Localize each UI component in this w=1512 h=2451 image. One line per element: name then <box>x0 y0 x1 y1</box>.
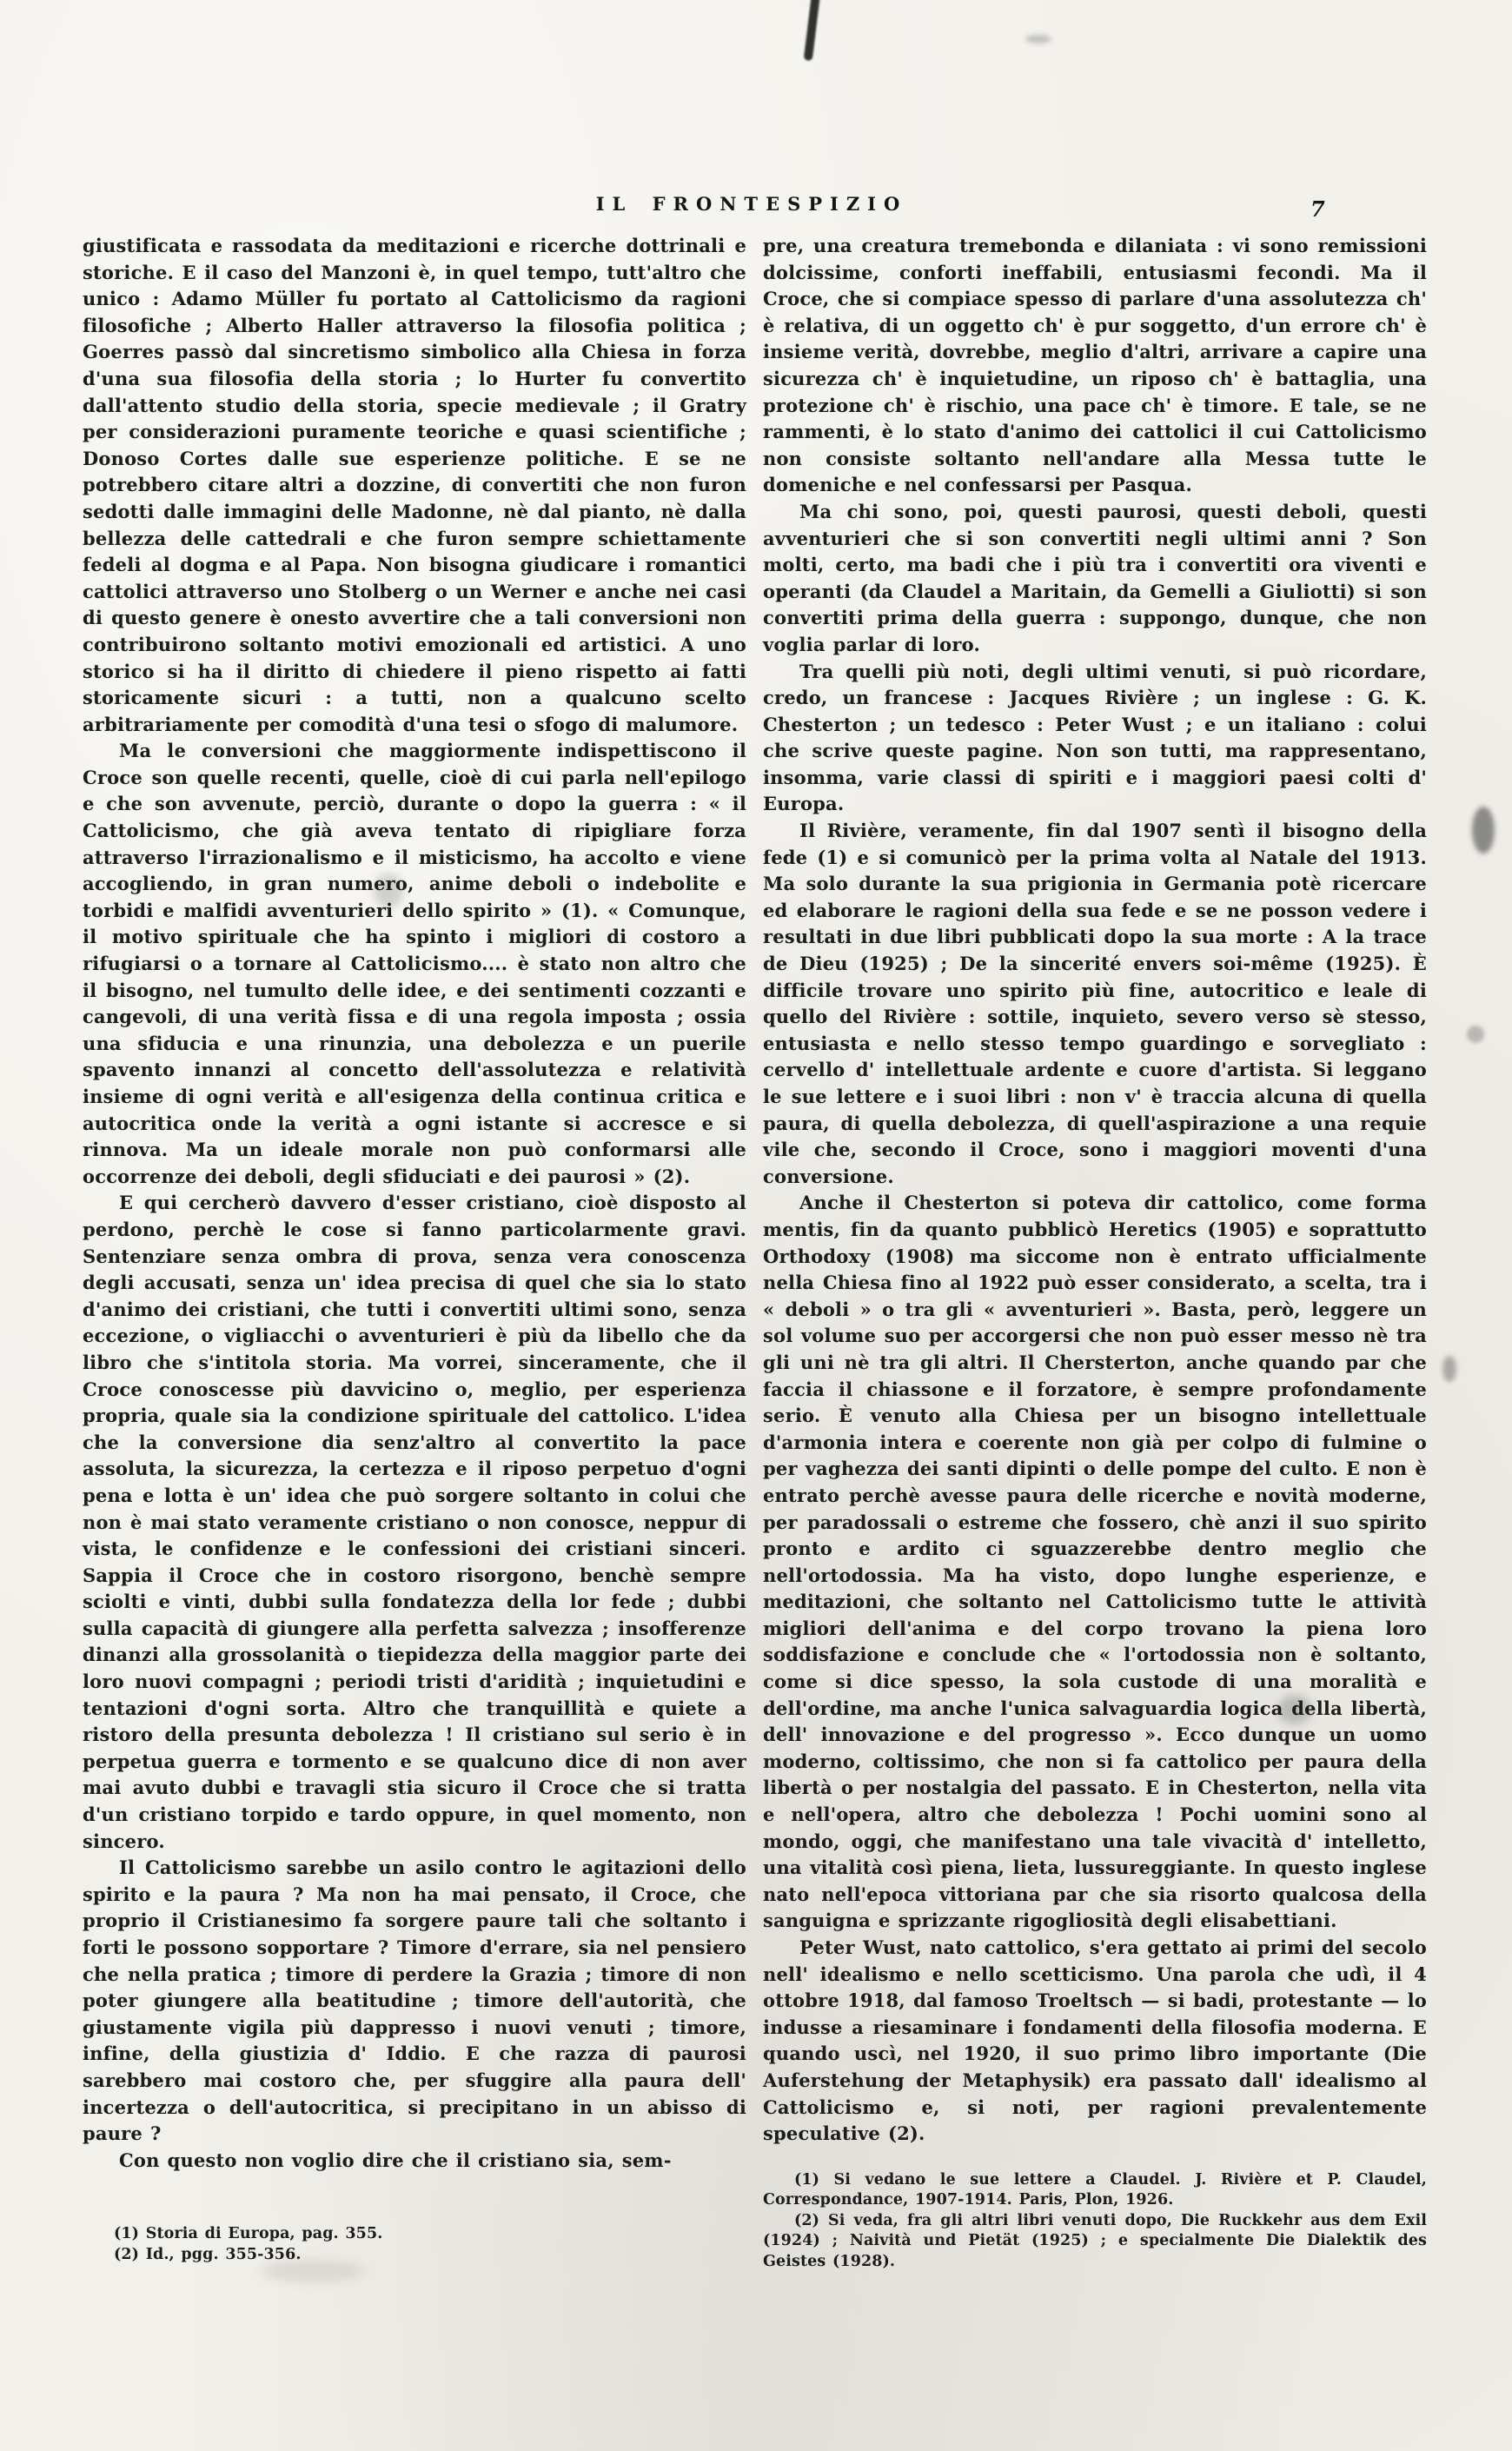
paragraph: Il Cattolicismo sarebbe un asilo contro le agitazioni dello spirito e la paura ? Ma non ha mai pensato, il Croce, che proprio il Cristianesimo fa sorgere paure tali che soltanto i forti le possono sopportare ? Timore d'errare, sia nel pensiero che nella pratica ; timore di perdere la Grazia ; timore di non poter giungere alla beatitudine ; timore dell'autorità, che giustamente vigila più dappresso i nuovi venuti ; timore, infine, della giustizia d' Iddio. E che razza di paurosi sarebbero mai costoro che, per sfuggire alla paura dell' incertezza o dell'autocritica, si precipitano in un abisso di paure ? <box>83 1857 746 2145</box>
ink-smudge <box>1472 807 1495 854</box>
paragraph: E qui cercherò davvero d'esser cristiano, cioè disposto al perdono, perchè le cose si fanno particolarmente gravi. Sentenziare senza ombra di prova, senza vera conoscenza degli accusati, senza un' idea precisa di quel che sia lo stato d'animo dei cristiani, che tutti i convertiti ultimi sono, senza eccezione, o vigliacchi o avventurieri è più da libello che da libro che s'intitola storia. Ma vorrei, sinceramente, che il Croce conoscesse più davvicino o, meglio, per esperienza propria, quale sia la condizione spirituale del cattolico. L'idea che la conversione dia senz'altro al convertito la pace assoluta, la sicurezza, la certezza e il riposo perpetuo d'ogni pena e lotta è un' idea che può sorgere soltanto in colui che non è mai stato veramente cristiano o non conosce, neppur di vista, le confidenze e le confessioni dei cristiani sinceri. Sappia il Croce che in costoro risorgono, benchè sempre sciolti e vinti, dubbi sulla fondatezza della lor fede ; dubbi sulla capacità di giungere alla perfetta salvezza ; insofferenze dinanzi alla grossolanità o tiepidezza della maggior parte dei loro nuovi compagni ; periodi tristi d'aridità ; inquietudini e tentazioni d'ogni sorta. Altro che tranquillità e quiete a ristoro della presunta debolezza ! Il cristiano sul serio è in perpetua guerra e tormento e se qualcuno dice di non aver mai avuto dubbi e travagli stia sicuro il Croce che si tratta d'un cristiano torpido e tardo oppure, in quel momento, non sincero. <box>83 1192 746 1852</box>
text-column-right <box>763 233 1427 2272</box>
footnote: (2) Id., pgg. 355-356. <box>114 2245 302 2263</box>
paragraph: Ma chi sono, poi, questi paurosi, questi deboli, questi avventurieri che si son convertiti negli ultimi anni ? Son molti, certo, ma badi che i più tra i convertiti ora viventi e operanti (da Claudel a Maritain, da Gemelli a Giuliotti) si son convertiti prima della guerra : suppongo, dunque, che non voglia parlar di loro. <box>763 500 1427 655</box>
footnote: (2) Si veda, fra gli altri libri venuti dopo, Die Ruckkehr aus dem Exil (1924) ; Naività und Pietät (1925) ; e specialmente Die Dialektik des Geistes (1928). <box>763 2211 1427 2270</box>
footnotes-right <box>763 2170 1427 2273</box>
footnote: (1) Storia di Europa, pag. 355. <box>114 2225 383 2243</box>
ink-smudge <box>1442 1356 1456 1382</box>
footnote: (1) Si vedano le sue lettere a Claudel. J. Rivière et P. Claudel, Correspondance, 1907-1914. Paris, Plon, 1926. <box>763 2170 1427 2209</box>
ink-smudge <box>804 0 822 61</box>
text-column-left <box>83 233 746 2265</box>
ink-smudge <box>1025 35 1051 43</box>
footnotes-left <box>83 2224 746 2265</box>
paragraph: Con questo non voglio dire che il cristiano sia, sem- <box>119 2149 672 2171</box>
page-number: 7 <box>1310 196 1325 222</box>
paragraph: Peter Wust, nato cattolico, s'era gettato ai primi del secolo nell' idealismo e nello scetticismo. Una parola che udì, il 4 ottobre 1918, dal famoso Troeltsch — si badi, protestante — lo indusse a riesaminare i fondamenti della filosofia moderna. E quando uscì, nel 1920, il suo primo libro importante (Die Auferstehung der Metaphysik) era passato dall' idealismo al Cattolicismo e, si noti, per ragioni prevalentemente speculative (2). <box>763 1936 1427 2145</box>
paragraph: Anche il Chesterton si poteva dir cattolico, come forma mentis, fin da quanto pubblicò Heretics (1905) e soprattutto Orthodoxy (1908) ma siccome non è entrato ufficialmente nella Chiesa fino al 1922 può esser considerato, a scelta, tra i « deboli » o tra gli « avventurieri ». Basta, però, leggere un sol volume suo per accorgersi che non può esser messo nè tra gli uni nè tra gli altri. Il Chersterton, anche quando par che faccia il chiassone e il forzatore, è sempre profondamente serio. È venuto alla Chiesa per un bisogno intellettuale d'armonia intera e coerente non già per colpo di fulmine o per vaghezza dei santi dipinti o delle pompe del culto. E non è entrato perchè avesse paura delle ricerche e novità moderne, per paradossali o estreme che fossero, chè anzi il suo spirito pronto e ardito ci sguazzerebbe dentro meglio che nell'ortodossia. Ma ha visto, dopo lunghe esperienze, e meditazioni, che soltanto nel Cattolicismo tutte le attività migliori dell'anima e del corpo trovano la piena loro soddisfazione e conclude che « l'ortodossia non è soltanto, come si dice spesso, la sola custode di una moralità e dell'ordine, ma anche l'unica salvaguardia logica della libertà, dell' innovazione e del progresso ». Ecco dunque un uomo moderno, coltissimo, che non si fa cattolico per paura della libertà o per nostalgia del passato. E in Chesterton, nella vita e nell'opera, altro che debolezza ! Pochi uomini sono al mondo, oggi, che manifestano una tale vivacità d' intelletto, una vitalità così piena, lieta, lussureggiante. In questo inglese nato nell'epoca vittoriana par che sia risorto qualcosa della sanguigna e sprizzante rigogliosità degli elisabettiani. <box>763 1192 1427 1932</box>
paragraph: giustificata e rassodata da meditazioni e ricerche dottrinali e storiche. E il caso del Manzoni è, in quel tempo, tutt'altro che unico : Adamo Müller fu portato al Cattolicismo da ragioni filosofiche ; Alberto Haller attraverso la filosofia politica ; Goerres passò dal sincretismo simbolico alla Chiesa in forza d'una sua filosofia della storia ; lo Hurter fu convertito dall'attento studio della storia, specie medievale ; il Gratry per considerazioni puramente teoriche e quasi scientifiche ; Donoso Cortes dalle sue esperienze politiche. E se ne potrebbero citare altri a dozzine, di convertiti che non furon sedotti dalle immagini delle Madonne, nè dal pianto, nè dalla bellezza delle cattedrali e che furon sempre schiettamente fedeli al dogma e al Papa. Non bisogna giudicare i romantici cattolici attraverso uno Stolberg o un Werner e anche nei casi di questo genere è onesto avvertire che a tali conversioni non contribuirono soltanto motivi emozionali ed artistici. A uno storico si ha il diritto di chiedere il pieno rispetto ai fatti storicamente sicuri : a tutti, non a qualcuno scelto arbitrariamente per comodità d'una tesi o sfogo di malumore. <box>83 235 746 735</box>
paragraph: pre, una creatura tremebonda e dilaniata : vi sono remissioni dolcissime, conforti ineffabili, entusiasmi fecondi. Ma il Croce, che si compiace spesso di parlare d'una assolutezza ch' è relativa, di un oggetto ch' è pur soggetto, d'un errore ch' è insieme verità, dovrebbe, meglio d'altri, arrivare a capire una sicurezza ch' è inquietudine, un riposo ch' è battaglia, una protezione ch' è rischio, una pace ch' è timore. E tale, se ne rammenti, è lo stato d'animo dei cattolici il cui Cattolicismo non consiste soltanto nell'andare alla Messa tutte le domeniche e nel confessarsi per Pasqua. <box>763 235 1427 496</box>
ink-smudge <box>1467 1026 1484 1043</box>
paragraph: Ma le conversioni che maggiormente indispettiscono il Croce son quelle recenti, quelle, cioè di cui parla nell'epilogo e che son avvenute, perciò, durante o dopo la guerra : « il Cattolicismo, che già aveva tentato di ripigliare forza attraverso l'irrazionalismo e il misticismo, ha accolto e viene accogliendo, in gran numero, anime deboli o indebolite e torbidi e malfidi avventurieri dello spirito » (1). « Comunque, il motivo spirituale che ha spinto i migliori di costoro a rifugiarsi o a tornare al Cattolicismo.... è stato non altro che il bisogno, nel tumulto delle idee, e dei sentimenti cozzanti e cangevoli, di una verità fissa e di una regola imposta ; ossia una sfiducia e una rinunzia, una debolezza e un puerile spavento innanzi al concetto dell'assolutezza e relatività insieme di ogni verità e all'esigenza della continua critica e autocritica onde la verità a ogni istante si accresce e si rinnova. Ma un ideale morale non può conformarsi alle occorrenze dei deboli, degli sfiduciati e dei paurosi » (2). <box>83 740 746 1187</box>
paragraph: Il Rivière, veramente, fin dal 1907 sentì il bisogno della fede (1) e si comunicò per la prima volta al Natale del 1913. Ma solo durante la sua prigionia in Germania potè ricercare ed elaborare le ragioni della sua fede e se ne posson vedere i resultati in due libri pubblicati dopo la sua morte : A la trace de Dieu (1925) ; De la sincerité envers soi-même (1925). È difficile trovare uno spirito più fine, autocritico e leale di quello del Rivière : sottile, inquieto, severo verso sè stesso, entusiasta e nello stesso tempo guardingo e sorvegliato : cervello d' intellettuale ardente e cuore d'artista. Si leggano le sue lettere e i suoi libri : non v' è traccia alcuna di quella paura, di quella debolezza, di quell'aspirazione a una requie vile che, secondo il Croce, sono i maggiori moventi d'una conversione. <box>763 820 1427 1187</box>
paragraph: Tra quelli più noti, degli ultimi venuti, si può ricordare, credo, un francese : Jacques Rivière ; un inglese : G. K. Chesterton ; un tedesco : Peter Wust ; e un italiano : colui che scrive queste pagine. Non son tutti, ma rappresentano, insomma, varie classi di spiriti e i maggiori paesi colti d' Europa. <box>763 660 1427 815</box>
running-head-journal-title: IL FRONTESPIZIO <box>595 193 908 215</box>
